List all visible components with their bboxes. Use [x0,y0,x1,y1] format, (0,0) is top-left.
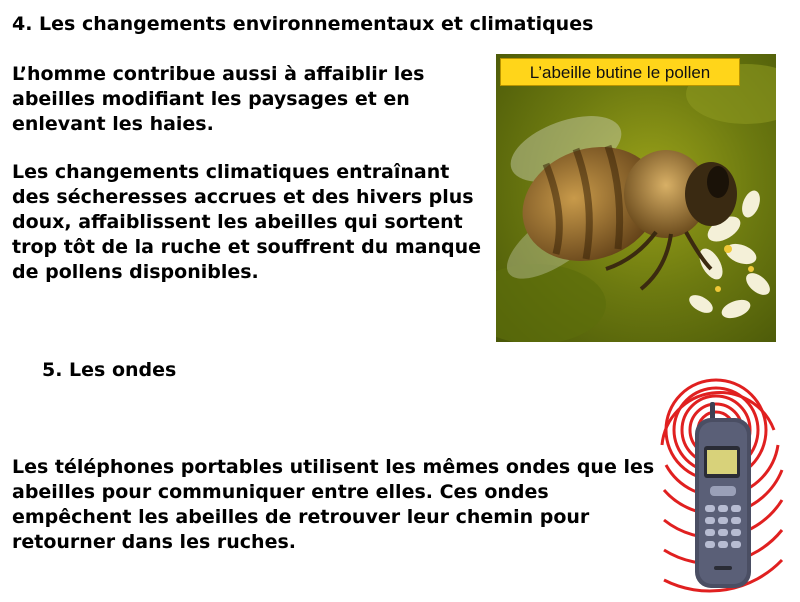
section-5-title: 5. Les ondes [42,359,177,381]
section-4-paragraph-1: L’homme contribue aussi à affaiblir les abeilles modifiant les paysages et en enlevant les haies. [12,63,425,135]
mobile-phone-waves-image [660,370,786,598]
bee-photo-caption: L’abeille butine le pollen [500,58,740,86]
mobile-phone-icon [695,402,751,588]
section-4-paragraph-2: Les changements climatiques entraînant des sécheresses accrues et des hivers plus doux, affaiblissent les abeilles qui sortent trop tôt de la ruche et souffrent du manque de pollens disponibles. [12,161,482,283]
bee-photo [496,54,776,342]
section-4-title: 4. Les changements environnementaux et climatiques [12,13,594,35]
section-5-paragraph: Les téléphones portables utilisent les mêmes ondes que les abeilles pour communiquer entre elles. Ces ondes empêchent les abeilles de retrouver leur chemin pour retourner dans les ruches. [12,456,655,553]
